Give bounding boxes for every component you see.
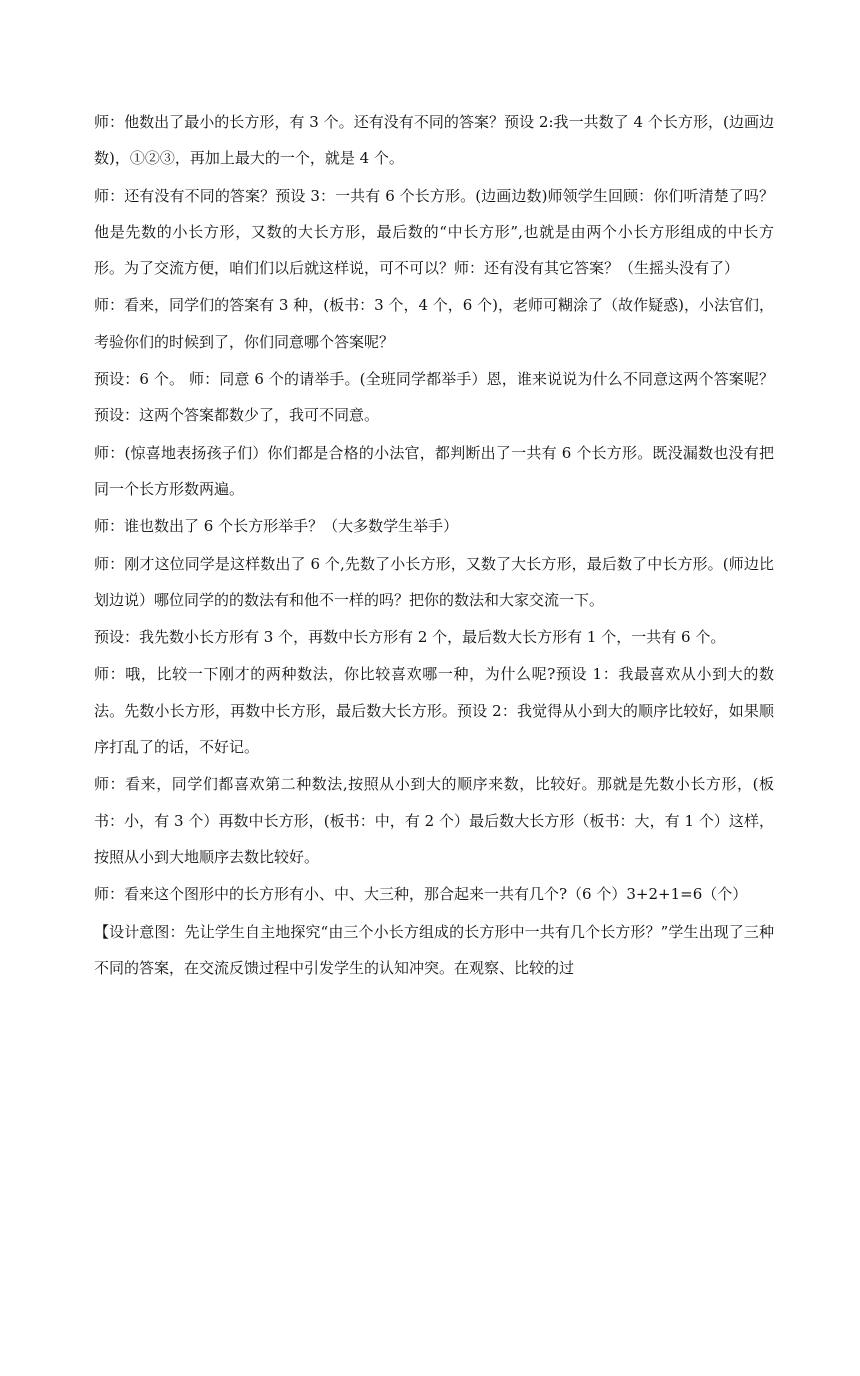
paragraph-praise-judges: 师：(惊喜地表扬孩子们）你们都是合格的小法官，都判断出了一共有 6 个长方形。既没漏数也没有把同一个长方形数两遍。 [94,443,774,498]
paragraph-small-to-large: 预设：我先数小长方形有 3 个，再数中长方形有 2 个，最后数大长方形有 1 个，一共有 6 个。 [94,628,726,647]
paragraph-compare-methods: 师：哦，比较一下刚才的两种数法，你比较喜欢哪一种，为什么呢?预设 1：我最喜欢从小到大的数法。先数小长方形，再数中长方形，最后数大长方形。预设 2：我觉得从小到大的顺序比较好，如果顺序打乱了的话，不好记。 [94,665,774,757]
paragraph-teacher-counted-smallest: 师：他数出了最小的长方形，有 3 个。还有没有不同的答案？预设 2:我一共数了 4 个长方形，(边画边数)，①②③，再加上最大的一个，就是 4 个。 [94,113,774,168]
paragraph-counting-method: 师：刚才这位同学是这样数出了 6 个,先数了小长方形，又数了大长方形，最后数了中长方形。(师边比划边说）哪位同学的的数法有和他不一样的吗？把你的数法和大家交流一下。 [94,554,774,609]
paragraph-board-writing: 师：看来，同学们都喜欢第二种数法,按照从小到大的顺序来数，比较好。那就是先数小长方形，(板书：小，有 3 个）再数中长方形，(板书：中，有 2 个）最后数大长方形（板书：大，有 1 个）这样，按照从小到大地顺序去数比较好。 [94,775,774,866]
paragraph-total-sum: 师：看来这个图形中的长方形有小、中、大三种，那合起来一共有几个?（6 个）3+2+1=6（个） [94,885,748,904]
paragraph-raise-hands: 师：谁也数出了 6 个长方形举手？（大多数学生举手） [94,517,459,536]
paragraph-design-intent: 【设计意图：先让学生自主地探究“由三个小长方组成的长方形中一共有几个长方形？”学生出现了三种不同的答案，在交流反馈过程中引发学生的认知冲突。在观察、比较的过 [94,922,774,977]
document-body [94,104,774,987]
paragraph-agree-six: 预设：6 个。 师：同意 6 个的请举手。(全班同学都举手）恩，谁来说说为什么不同意这两个答案呢？预设：这两个答案都数少了，我可不同意。 [94,370,774,425]
paragraph-three-answers: 师：看来，同学们的答案有 3 种，(板书：3 个，4 个，6 个)，老师可糊涂了（故作疑惑)，小法官们，考验你们的时候到了，你们同意哪个答案呢？ [94,296,774,351]
paragraph-answer-six-rectangles: 师：还有没有不同的答案？预设 3：一共有 6 个长方形。(边画边数)师领学生回顾：你们听清楚了吗？他是先数的小长方形，又数的大长方形，最后数的“中长方形”,也就是由两个小长方形组成的中长方形。为了交流方便，咱们们以后就这样说，可不可以？师：还有没有其它答案？（生摇头没有了） [94,186,774,278]
